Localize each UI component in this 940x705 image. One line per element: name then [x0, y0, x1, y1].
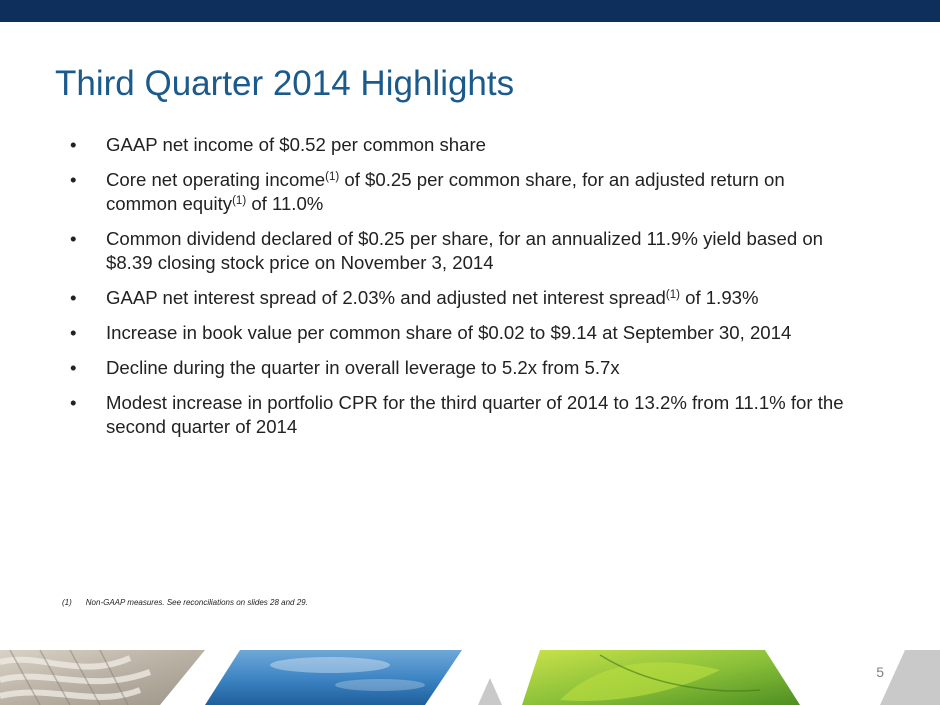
decorative-wedge — [880, 650, 940, 705]
bullet-marker: • — [70, 134, 77, 155]
footnote-marker: (1) — [62, 598, 72, 607]
decorative-triangle — [478, 678, 502, 705]
sky-water-image — [205, 650, 462, 705]
slide-title: Third Quarter 2014 Highlights — [55, 64, 515, 103]
bullet-marker: • — [70, 287, 77, 308]
bullet-item: • Decline during the quarter in overall leverage to 5.2x from 5.7x — [70, 357, 620, 378]
bullet-item: • GAAP net interest spread of 2.03% and adjusted net interest spread$^{(1)}$ of 1.93% — [70, 287, 759, 308]
bullet-item: • GAAP net income of $0.52 per common share — [70, 134, 487, 155]
footer-image-band — [0, 650, 940, 705]
bullet-item: • Common dividend declared of $0.25 per share, for an annualized 11.9% yield based on $8.39 closing stock price on November 3, 2014 — [70, 228, 824, 273]
page-number: 5 — [876, 664, 884, 680]
footnote — [62, 598, 308, 607]
green-leaves-image — [522, 650, 800, 705]
bullet-item: • Modest increase in portfolio CPR for the third quarter of 2014 to 13.2% from 11.1% for the second quarter of 2014 — [70, 392, 844, 437]
bullet-item: • Core net operating income$^{(1)}$ of $0.25 per common share, for an adjusted return on common equity$^{(1)}$ of 11.0% — [70, 169, 785, 214]
bullet-marker: • — [70, 169, 77, 190]
bullet-item: • Increase in book value per common share of $0.02 to $9.14 at September 30, 2014 — [70, 322, 792, 343]
top-banner-bar — [0, 0, 940, 22]
highlights-list — [70, 133, 860, 450]
bullet-marker: • — [70, 228, 77, 249]
footnote-text: Non-GAAP measures. See reconciliations on slides 28 and 29. — [85, 598, 308, 607]
footnote-ref: (1) — [665, 289, 680, 301]
rope-image — [0, 650, 205, 705]
bullet-marker: • — [70, 392, 77, 413]
footnote-ref: (1) — [232, 195, 247, 207]
bullet-marker: • — [70, 357, 77, 378]
bullet-marker: • — [70, 322, 77, 343]
footnote-ref: (1) — [325, 171, 340, 183]
